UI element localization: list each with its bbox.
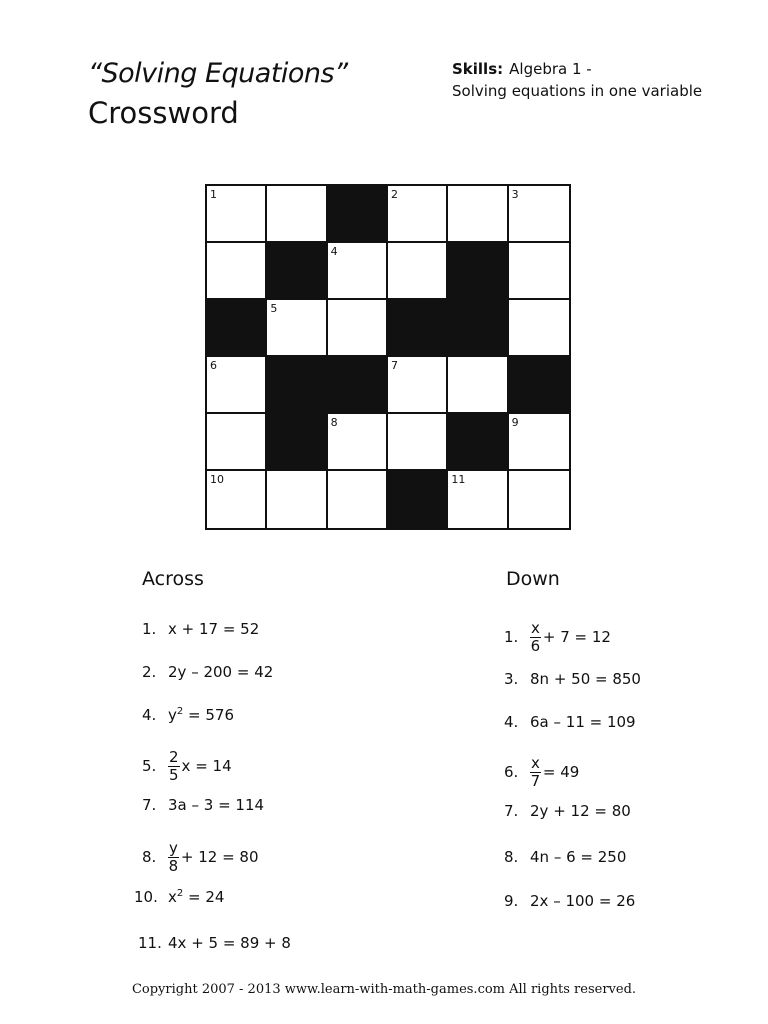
across-clue: 10. $x^2 = 24$ bbox=[134, 888, 225, 906]
skills-label: Skills: bbox=[452, 60, 504, 78]
across-clue: 8. $\frac{y}{8}$ + 12 = 80 bbox=[142, 839, 259, 875]
grid-cell[interactable] bbox=[388, 186, 448, 243]
across-clue: 7. 3a – 3 = 114 bbox=[142, 796, 265, 814]
grid-cell[interactable] bbox=[509, 243, 569, 300]
fraction: $\frac{x}{6}$ bbox=[530, 619, 541, 655]
across-clue: 11. 4x + 5 = 89 + 8 bbox=[138, 934, 291, 952]
grid-cell[interactable] bbox=[328, 414, 388, 471]
grid-cell-black bbox=[388, 300, 448, 357]
grid-cell-black bbox=[448, 243, 508, 300]
clue-number: 1 bbox=[210, 188, 217, 201]
grid-cell-black bbox=[448, 414, 508, 471]
grid-cell[interactable] bbox=[267, 471, 327, 528]
grid-cell[interactable] bbox=[267, 186, 327, 243]
grid-cell-black bbox=[328, 357, 388, 414]
grid-cell-black bbox=[388, 471, 448, 528]
grid-cell[interactable] bbox=[207, 357, 267, 414]
clue-number: 11 bbox=[451, 473, 466, 486]
across-clue: 5. $\frac{2}{5}$ x = 14 bbox=[142, 748, 232, 784]
grid-cell-black bbox=[267, 357, 327, 414]
grid-cell[interactable] bbox=[448, 186, 508, 243]
down-clue: 8. 4n – 6 = 250 bbox=[504, 848, 627, 866]
clue-number: 5 bbox=[270, 302, 278, 315]
clue-number: 9 bbox=[511, 416, 519, 429]
grid-cell-black bbox=[448, 300, 508, 357]
across-clue: 4. $y^2 = 576$ bbox=[142, 706, 235, 724]
grid-cell-black bbox=[509, 357, 569, 414]
clue-number: 8 bbox=[330, 416, 338, 429]
grid-cell[interactable] bbox=[509, 300, 569, 357]
grid-cell[interactable] bbox=[448, 357, 508, 414]
down-clue: 6. $\frac{x}{7}$ = 49 bbox=[504, 754, 580, 790]
down-clue: 9. 2x – 100 = 26 bbox=[504, 892, 636, 910]
grid-cell[interactable] bbox=[388, 414, 448, 471]
skills-line-1: Algebra 1 - bbox=[509, 60, 592, 78]
down-clue: 3. 8n + 50 = 850 bbox=[504, 670, 641, 688]
grid-cell[interactable] bbox=[207, 414, 267, 471]
crossword-grid bbox=[205, 184, 571, 530]
grid-cell[interactable] bbox=[328, 243, 388, 300]
grid-cell[interactable] bbox=[328, 300, 388, 357]
grid-cell[interactable] bbox=[509, 471, 569, 528]
across-clue: 2. 2y – 200 = 42 bbox=[142, 663, 274, 681]
clue-number: 6 bbox=[210, 359, 217, 372]
fraction: $\frac{x}{7}$ bbox=[530, 754, 541, 790]
down-clue: 7. 2y + 12 = 80 bbox=[504, 802, 631, 820]
grid-cell-black bbox=[267, 243, 327, 300]
clue-number: 7 bbox=[390, 359, 398, 372]
clue-number: 3 bbox=[511, 188, 519, 201]
clue-number: 4 bbox=[330, 245, 338, 258]
grid-cell[interactable] bbox=[207, 243, 267, 300]
grid-cell[interactable] bbox=[328, 471, 388, 528]
grid-cell[interactable] bbox=[448, 471, 508, 528]
grid-cell[interactable] bbox=[207, 471, 267, 528]
grid-cell[interactable] bbox=[388, 243, 448, 300]
grid-cell-black bbox=[267, 414, 327, 471]
grid-cell-black bbox=[207, 300, 267, 357]
copyright-footer: Copyright 2007 - 2013 www.learn-with-math-games.com All rights reserved. bbox=[131, 982, 637, 997]
grid-cell[interactable] bbox=[267, 300, 327, 357]
grid-cell[interactable] bbox=[509, 186, 569, 243]
down-clue: 1. $\frac{x}{6}$ + 7 = 12 bbox=[504, 619, 611, 655]
fraction: $\frac{2}{5}$ bbox=[169, 748, 179, 784]
down-heading: Down bbox=[506, 568, 560, 590]
down-clue: 4. 6a – 11 = 109 bbox=[504, 713, 636, 731]
across-heading: Across bbox=[142, 568, 204, 590]
clue-number: 10 bbox=[210, 473, 224, 486]
grid-cell-black bbox=[328, 186, 388, 243]
skills-block bbox=[452, 58, 702, 102]
title-line-1: “Solving Equations” bbox=[88, 58, 348, 89]
fraction: $\frac{y}{8}$ bbox=[168, 839, 179, 875]
skills-line-2: Solving equations in one variable bbox=[452, 82, 703, 100]
clue-number: 2 bbox=[390, 188, 398, 201]
across-clue: 1. x + 17 = 52 bbox=[142, 620, 260, 638]
grid-cell[interactable] bbox=[509, 414, 569, 471]
title-line-2: Crossword bbox=[88, 96, 239, 130]
grid-cell[interactable] bbox=[207, 186, 267, 243]
grid-cell[interactable] bbox=[388, 357, 448, 414]
